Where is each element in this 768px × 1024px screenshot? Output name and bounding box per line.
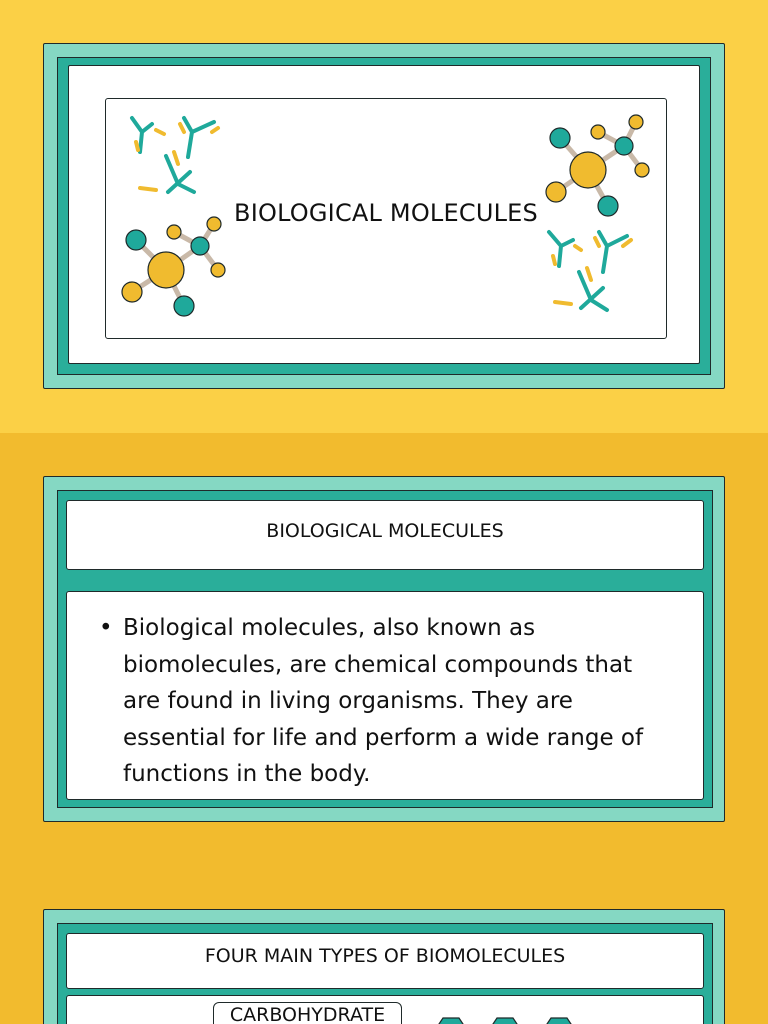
slide-2-inner-frame xyxy=(57,490,713,808)
molecule-icon xyxy=(118,212,233,322)
bullet-dot: • xyxy=(99,615,113,641)
slide-3-title: FOUR MAIN TYPES OF BIOMOLECULES xyxy=(204,945,566,967)
antibody-icon xyxy=(128,112,228,207)
slide-2-title: BIOLOGICAL MOLECULES xyxy=(266,520,504,542)
molecule-icon xyxy=(540,112,655,222)
bullet-item xyxy=(99,610,659,793)
slide-3-inner-frame xyxy=(57,923,713,1024)
slide-3-content-box xyxy=(66,995,704,1024)
bullet-text: Biological molecules, also known as biomolecules, are chemical compounds that are found in living organisms. They are essential for life and perform a wide range of functions in the body. xyxy=(123,615,644,787)
antibody-icon xyxy=(545,228,640,320)
slide-2-content-box xyxy=(66,591,704,800)
hexagon-icon xyxy=(429,1016,579,1024)
slide-2-title-box xyxy=(66,500,704,570)
slide-1-title: BIOLOGICAL MOLECULES xyxy=(234,199,538,227)
slide-2-frame[interactable] xyxy=(43,476,725,822)
carbohydrate-label: CARBOHYDRATE xyxy=(213,1002,402,1024)
slide-3-frame[interactable] xyxy=(43,909,725,1024)
slide-3-title-box xyxy=(66,933,704,989)
